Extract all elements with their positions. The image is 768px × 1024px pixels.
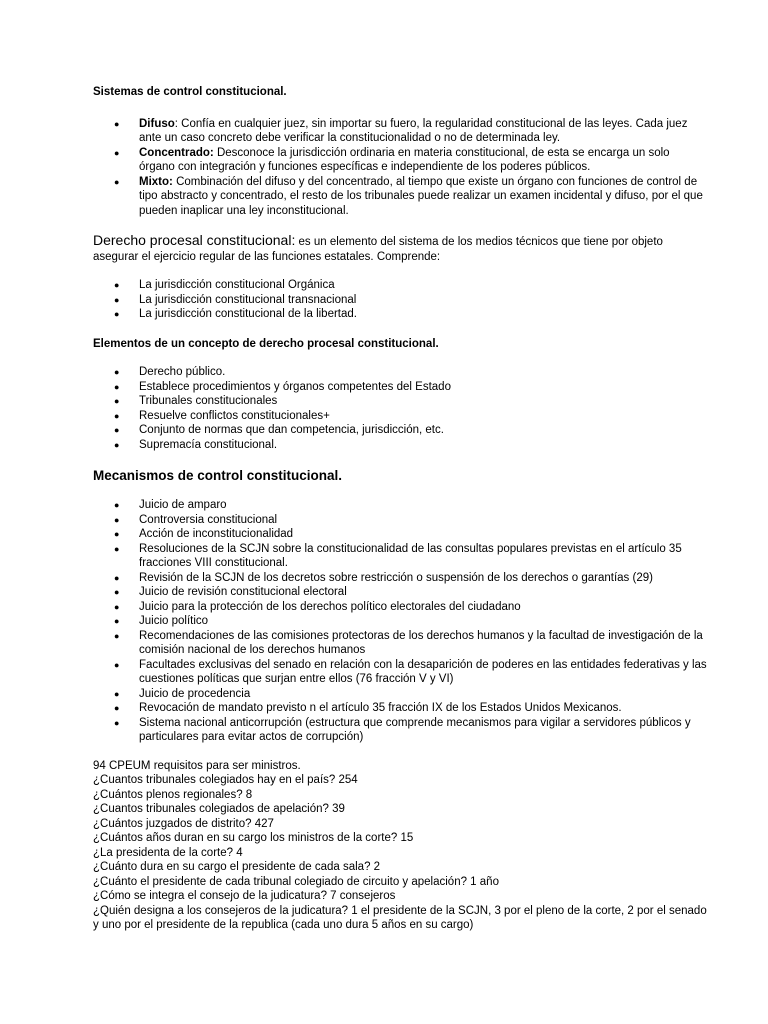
list-comprende [93,278,708,322]
bullet-icon: ● [114,410,120,421]
list-item [93,614,708,629]
list-item [93,423,708,438]
list-item [93,716,708,745]
list-item-text: Juicio de procedencia [139,687,251,700]
term-mixto: Mixto: [139,175,173,188]
list-item [93,542,708,571]
list-item [93,600,708,615]
list-item-text: Recomendaciones de las comisiones protectoras de los derechos humanos y la facultad de investigación de la comisión nacional de los derechos humanos [139,629,703,656]
list-item [93,438,708,453]
qa-line: ¿Cuánto dura en su cargo el presidente de cada sala? 2 [93,861,381,873]
qa-line: ¿Cuantos tribunales colegiados hay en el país? 254 [93,774,358,786]
list-item [93,117,708,146]
list-item [93,571,708,586]
list-item-text: Acción de inconstitucionalidad [139,528,294,540]
def-mixto: Combinación del difuso y del concentrado, al tiempo que existe un órgano con funciones de control de tipo abstracto y concentrado, el resto de los tribunales puede realizar un examen incidental y difuso, por el que pueden inaplicar una ley inconstitucional. [139,175,703,217]
list-item [93,394,708,409]
heading-elementos: Elementos de un concepto de derecho procesal constitucional. [93,337,439,350]
list-item [93,527,708,542]
bullet-icon: ● [114,717,120,728]
def-concentrado: Desconoce la jurisdicción ordinaria en materia constitucional, de esta se encarga un solo órgano con integración y funciones específicas e independiente de los poderes públicos. [139,146,670,173]
list-item-text: Juicio para la protección de los derechos político electorales del ciudadano [139,600,521,613]
bullet-icon: ● [114,396,120,406]
list-elementos [93,365,708,452]
bullet-icon: ● [114,500,120,510]
bullet-icon: ● [114,616,120,626]
qa-line: ¿Cuánto el presidente de cada tribunal colegiado de circuito y apelación? 1 año [93,875,499,888]
bullet-icon: ● [114,514,120,525]
list-item-text: La jurisdicción constitucional transnacional [139,293,357,306]
qa-line: 94 CPEUM requisitos para ser ministros. [93,759,301,772]
bullet-icon: ● [114,703,120,713]
bullet-icon: ● [114,543,120,554]
bullet-icon: ● [114,294,120,305]
term-difuso: Difuso [139,117,175,130]
def-difuso: Confía en cualquier juez, sin importar su fuero, la regularidad constitucional de las leyes. Cada juez ante un caso concreto debe verificar la constitucionalidad o no de determinada ley. [139,117,688,144]
list-item [93,498,708,513]
list-item-text: Conjunto de normas que dan competencia, jurisdicción, etc. [139,424,444,436]
list-item [93,513,708,528]
bullet-icon: ● [114,425,120,435]
list-item-text: Juicio de revisión constitucional electoral [139,586,347,598]
bullet-icon: ● [114,601,120,612]
list-mecanismos [93,498,708,745]
list-item [93,278,708,293]
list-item-text: La jurisdicción constitucional de la libertad. [139,308,357,320]
list-item-text: Tribunales constitucionales [139,395,278,407]
qa-line: ¿Cuántos plenos regionales? 8 [93,788,253,801]
list-item [93,307,708,322]
list-item-text: Derecho público. [139,366,226,378]
list-item-text: Revocación de mandato previsto n el artículo 35 fracción IX de los Estados Unidos Mexicanos. [139,702,622,714]
bullet-icon: ● [114,309,120,319]
list-item [93,629,708,658]
bullet-icon: ● [114,118,120,129]
heading-derecho-procesal: Derecho procesal constitucional: [93,232,296,248]
bullet-icon: ● [114,572,120,583]
list-item-text: Facultades exclusivas del senado en relación con la desaparición de poderes en las entidades federativas y las cuestiones políticas que surjan entre ellos (76 fracción V y VI) [139,658,707,685]
bullet-icon: ● [114,367,120,377]
list-item-text: La jurisdicción constitucional Orgánica [139,279,335,291]
list-item-text: Controversia constitucional [139,513,278,526]
qa-line: ¿Cuántos años duran en su cargo los ministros de la corte? 15 [93,832,414,844]
qa-line: ¿Cuantos tribunales colegiados de apelación? 39 [93,803,345,815]
list-item-text: Resoluciones de la SCJN sobre la constitucionalidad de las consultas populares previstas en el artículo 35 fracciones VIII constitucional. [139,542,682,569]
qa-line: ¿Cómo se integra el consejo de la judicatura? 7 consejeros [93,890,396,902]
list-item-text: Resuelve conflictos constitucionales+ [139,409,330,422]
qa-line: ¿Cuántos juzgados de distrito? 427 [93,817,274,830]
qa-line: ¿La presidenta de la corte? 4 [93,846,243,859]
list-item [93,658,708,687]
list-item [93,585,708,600]
list-item-text: Juicio político [139,615,209,627]
qa-line: ¿Quién designa a los consejeros de la judicatura? 1 el presidente de la SCJN, 3 por el pleno de la corte, 2 por el senado y uno por el presidente de la republica (cada uno dura 5 años en su cargo) [93,904,707,931]
list-item-text: Supremacía constitucional. [139,438,278,451]
list-item [93,175,708,219]
list-item-text: Juicio de amparo [139,499,227,511]
list-item [93,365,708,380]
bullet-icon: ● [114,587,120,597]
bullet-icon: ● [114,529,120,539]
bullet-icon: ● [114,147,120,158]
list-item-text: Establece procedimientos y órganos competentes del Estado [139,380,451,393]
list-item [93,701,708,716]
bullet-icon: ● [114,630,120,641]
bullet-icon: ● [114,439,120,450]
heading-mecanismos: Mecanismos de control constitucional. [93,468,343,483]
list-item [93,293,708,308]
term-separator: : [174,117,182,130]
list-item [93,380,708,395]
term-concentrado: Concentrado: [139,146,214,159]
list-item [93,146,708,175]
heading-sistemas: Sistemas de control constitucional. [93,86,287,98]
bullet-icon: ● [114,176,120,187]
list-item-text: Revisión de la SCJN de los decretos sobre restricción o suspensión de los derechos o garantías (29) [139,571,653,584]
list-item [93,687,708,702]
intro-derecho-procesal: es un elemento del sistema de los medios técnicos que tiene por objeto asegurar el ejercicio regular de las funciones estatales. Comprende: [93,236,663,263]
list-sistemas [93,117,708,219]
paragraph-derecho-procesal [93,232,708,264]
bullet-icon: ● [114,688,120,699]
list-item-text: Sistema nacional anticorrupción (estructura que comprende mecanismos para vigilar a servidores públicos y particulares para evitar actos de corrupción) [139,716,691,743]
bullet-icon: ● [114,381,120,392]
bullet-icon: ● [114,659,120,670]
bullet-icon: ● [114,280,120,290]
list-item [93,409,708,424]
qa-block [93,759,708,933]
